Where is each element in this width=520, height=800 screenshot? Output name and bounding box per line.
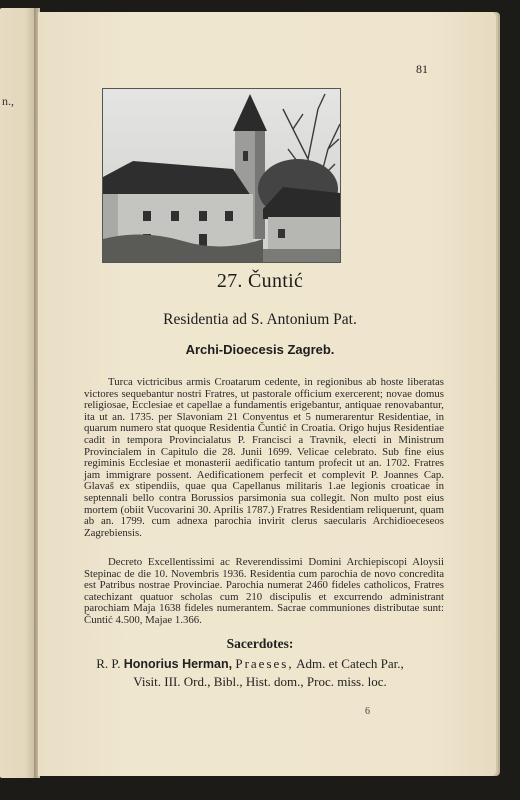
priest-line-1 [0, 655, 510, 673]
sheet-signature-mark: 6 [365, 706, 370, 717]
section-title: 27. Čuntić [216, 270, 304, 292]
priest-line-2 [0, 673, 520, 691]
history-paragraph: Turca victricibus armis Croatarum cedente, in regionibus ab hoste liberatas victores sequebantur nostri Fratres, ut pastorale officium exercerent; novae domus religiosae, Ecclesiae et capellae a fundamentis erigebantur, antiquae renovabantur, ita ut an. 1735. per Slavoniam 21 Conventus et 5 numerarentur Residentiae, in quarum numero stat quoque Residentia Čuntić in Croatia. Origo hujus Residentiae cadit in tempora Provincialatus P. Francisci a Travnik, electi in Ministrum Provincialem in Capitulo die 28. Junii 1699. Velicae celebrato. Sub fine eius regiminis Ecclesiae et monasterii aedificatio tantum profecit ut an. 1702. Fratres jam immigrare possent. Aedificationem perfecit et complevit P. Joannes Cap. Glavaš ex stipendiis, quae qua Capellanus militaris 1.ae legionis croaticae in septennali bello contra Borussios parsimonia sua collegit. Non multo post eius mortem (obiit Vucovarini 30. Aprilis 1787.) Fratres Residentiam reliquerunt, quam ab an. 1799. cum adnexa parochia invirit clerus saecularis Archidioeceseos Zagrebiensis. [84, 376, 444, 539]
page-number: 81 [416, 62, 428, 76]
left-page-fragment: n., [2, 94, 14, 108]
decree-paragraph: Decreto Excellentissimi ac Reverendissimi Domini Archiepiscopi Aloysii Stepinac de die 10. Novembris 1936. Residentia cum parochia de novo concredita est Patribus nostrae Provinciae. Parochia numerat 2460 fideles catholicos, Fratres catechizant quatuor scholas cum 210 discipulis et excurrendo administrant parochiam Maja 1638 fideles numerantem. Sacrae communiones distributae sunt: Čuntić 4.500, Majae 1.366. [84, 556, 444, 626]
priest-prefix: R. P. [96, 656, 121, 671]
residence-subtitle: Residentia ad S. Antonium Pat. [163, 311, 357, 328]
priest-role: Praeses, [235, 656, 294, 671]
priest-duties-1: Adm. et Catech Par., [296, 656, 404, 671]
priest-name: Honorius Herman, [123, 657, 233, 671]
diocese-heading: Archi-Dioecesis Zagreb. [185, 342, 335, 357]
priests-heading: Sacerdotes: [226, 636, 294, 651]
priest-duties-2: Visit. III. Ord., Bibl., Hist. dom., Proc. miss. loc. [133, 674, 387, 689]
church-photo-illustration [103, 89, 340, 262]
church-photo [102, 88, 341, 263]
